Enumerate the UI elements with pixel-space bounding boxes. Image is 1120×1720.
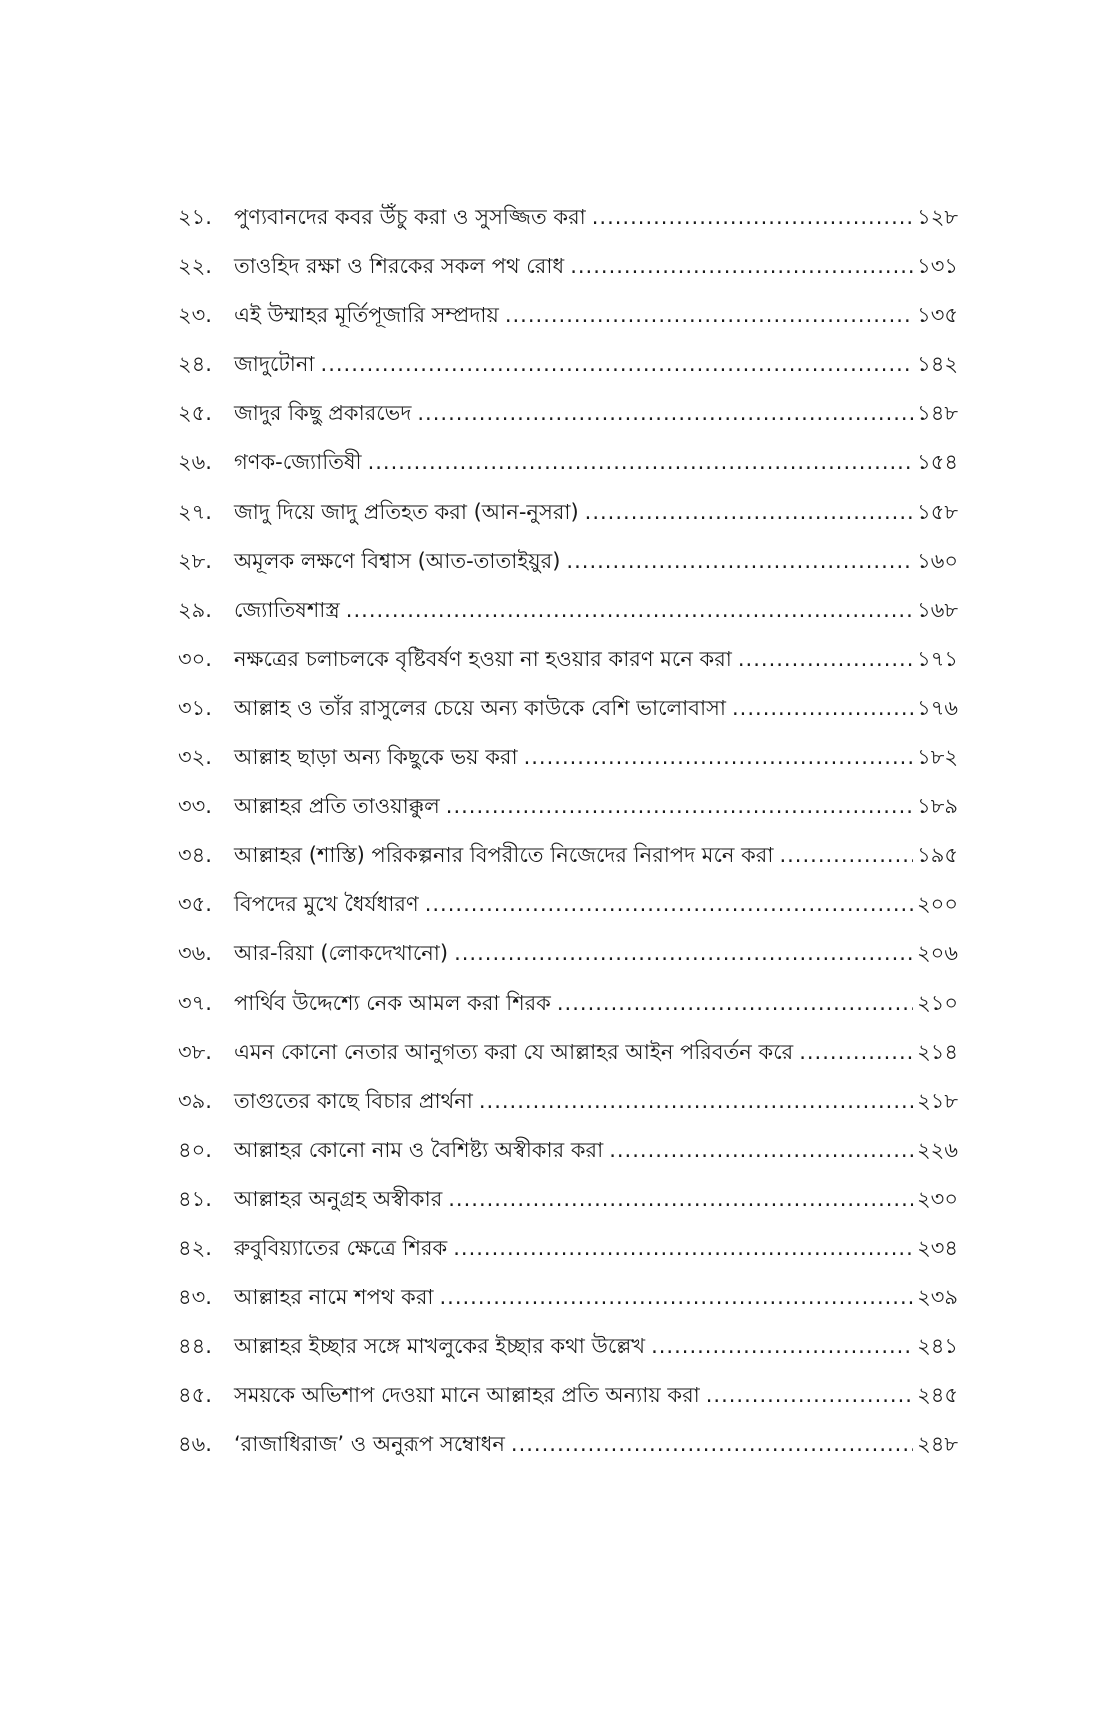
toc-entry-number: ৩৮. [178, 1039, 212, 1064]
toc-leader-dots [448, 1185, 913, 1213]
toc-entry-title: পুণ্যবানদের কবর উঁচু করা ও সুসজ্জিত করা [234, 205, 586, 229]
toc-entry-page: ১৭৬ [917, 695, 958, 720]
toc-leader-dots [417, 399, 913, 427]
toc-entry-title: বিপদের মুখে ধৈর্যধারণ [234, 892, 419, 917]
toc-entry[interactable] [178, 498, 958, 547]
toc-leader-dots [609, 1136, 913, 1164]
toc-entry-title: এমন কোনো নেতার আনুগত্য করা যে আল্লাহর আইন পরিবর্তন করে [234, 1039, 794, 1064]
toc-entry-page: ১২৮ [917, 205, 958, 229]
toc-leader-dots [732, 694, 913, 722]
toc-entry-page: ১৮৯ [917, 794, 958, 819]
toc-leader-dots [454, 939, 913, 967]
toc-entry-page: ২১৮ [917, 1088, 958, 1113]
toc-entry-page: ২১০ [917, 990, 958, 1015]
toc-leader-dots [799, 1038, 913, 1066]
toc-entry-title: এই উম্মাহর মূর্তিপূজারি সম্প্রদায় [234, 303, 499, 328]
toc-entry-page: ২৪৫ [917, 1383, 958, 1408]
toc-entry[interactable] [178, 1087, 958, 1136]
table-of-contents [178, 203, 958, 1479]
toc-entry[interactable] [178, 989, 958, 1038]
toc-entry-number: ৩২. [178, 745, 212, 770]
toc-entry-page: ২০৬ [917, 941, 958, 966]
toc-entry-page: ২৩৯ [917, 1285, 958, 1310]
toc-entry[interactable] [178, 645, 958, 694]
toc-leader-dots [368, 448, 914, 476]
toc-entry-page: ১৬০ [917, 548, 958, 573]
toc-leader-dots [505, 301, 913, 329]
toc-entry-page: ১৩১ [917, 254, 958, 279]
toc-entry-number: ৩৬. [178, 941, 212, 966]
toc-entry[interactable] [178, 448, 958, 497]
toc-entry[interactable] [178, 252, 958, 301]
toc-entry[interactable] [178, 1332, 958, 1381]
toc-entry-number: ২৪. [178, 352, 212, 377]
toc-leader-dots [524, 743, 914, 771]
toc-leader-dots [706, 1381, 913, 1409]
toc-leader-dots [557, 989, 913, 1017]
toc-entry-number: ৩৪. [178, 843, 212, 868]
toc-entry-page: ২৪১ [917, 1334, 958, 1359]
toc-entry-number: ২৬. [178, 450, 212, 475]
toc-leader-dots [511, 1430, 913, 1458]
toc-entry-title: জাদুটোনা [234, 352, 315, 377]
toc-leader-dots [446, 792, 913, 820]
toc-entry-title: জাদুর কিছু প্রকারভেদ [234, 401, 412, 426]
toc-leader-dots [439, 1283, 913, 1311]
toc-entry[interactable] [178, 841, 958, 890]
toc-entry-number: ৪১. [178, 1186, 212, 1211]
toc-entry-page: ১৪২ [917, 352, 958, 377]
toc-entry-title: আল্লাহর প্রতি তাওয়াক্কুল [234, 794, 440, 819]
toc-entry[interactable] [178, 596, 958, 645]
toc-entry-number: ২৩. [178, 303, 212, 328]
toc-entry-title: জ্যোতিষশাস্ত্র [234, 597, 340, 622]
toc-entry-number: ২২. [178, 254, 212, 279]
toc-entry-title: আর-রিয়া (লোকদেখানো) [234, 941, 449, 966]
toc-entry-title: আল্লাহর (শাস্তি) পরিকল্পনার বিপরীতে নিজেদের নিরাপদ মনে করা [234, 843, 774, 868]
toc-entry[interactable] [178, 1136, 958, 1185]
toc-entry-page: ১৫৪ [917, 450, 958, 475]
toc-leader-dots [566, 547, 913, 575]
toc-entry[interactable] [178, 1430, 958, 1479]
toc-entry[interactable] [178, 890, 958, 939]
toc-entry-page: ১৬৮ [917, 597, 958, 622]
toc-entry-number: ২৯. [178, 597, 212, 622]
toc-entry[interactable] [178, 301, 958, 350]
toc-leader-dots [738, 645, 913, 673]
toc-entry-page: ২২৬ [917, 1137, 958, 1162]
toc-entry-number: ৩১. [178, 695, 212, 720]
toc-entry-title: আল্লাহর নামে শপথ করা [234, 1285, 434, 1310]
toc-entry-title: গণক-জ্যোতিষী [234, 450, 362, 475]
toc-entry-number: ৪২. [178, 1235, 212, 1260]
toc-entry[interactable] [178, 743, 958, 792]
toc-entry-number: ২৮. [178, 548, 212, 573]
toc-entry-title: আল্লাহ ছাড়া অন্য কিছুকে ভয় করা [234, 745, 518, 770]
toc-entry-number: ৩৫. [178, 892, 212, 917]
toc-entry[interactable] [178, 350, 958, 399]
toc-entry[interactable] [178, 792, 958, 841]
toc-entry-title: তাগুতের কাছে বিচার প্রার্থনা [234, 1088, 473, 1113]
toc-entry[interactable] [178, 1283, 958, 1332]
toc-entry-number: ৩৯. [178, 1088, 212, 1113]
toc-entry-title: আল্লাহর অনুগ্রহ অস্বীকার [234, 1186, 443, 1211]
toc-entry-number: ২৭. [178, 499, 212, 524]
toc-leader-dots [779, 841, 913, 869]
toc-entry-number: ৩৭. [178, 990, 212, 1015]
toc-entry-page: ১৩৫ [917, 303, 958, 328]
toc-entry[interactable] [178, 547, 958, 596]
toc-entry-page: ১৫৮ [917, 499, 958, 524]
toc-entry-title: সময়কে অভিশাপ দেওয়া মানে আল্লাহর প্রতি অন্যায় করা [234, 1383, 700, 1408]
toc-entry[interactable] [178, 694, 958, 743]
toc-leader-dots [479, 1087, 913, 1115]
toc-entry-title: জাদু দিয়ে জাদু প্রতিহত করা (আন-নুসরা) [234, 499, 579, 524]
toc-leader-dots [570, 252, 913, 280]
toc-entry-title: নক্ষত্রের চলাচলকে বৃষ্টিবর্ষণ হওয়া না হওয়ার কারণ মনে করা [234, 646, 732, 671]
toc-entry[interactable] [178, 1038, 958, 1087]
toc-entry-page: ১৮২ [917, 745, 958, 770]
toc-entry[interactable] [178, 399, 958, 448]
toc-entry-page: ১৭১ [917, 646, 958, 671]
toc-entry[interactable] [178, 939, 958, 988]
toc-entry-page: ২৩৪ [917, 1235, 958, 1260]
toc-entry-number: ৪০. [178, 1137, 212, 1162]
toc-entry-page: ২৪৮ [917, 1432, 958, 1457]
toc-leader-dots [585, 498, 913, 526]
toc-entry-number: ৩০. [178, 646, 212, 671]
toc-entry-number: ২৫. [178, 401, 212, 426]
toc-entry-page: ২১৪ [917, 1039, 958, 1064]
toc-entry[interactable] [178, 1234, 958, 1283]
toc-leader-dots [453, 1234, 913, 1262]
toc-leader-dots [651, 1332, 913, 1360]
toc-entry-title: পার্থিব উদ্দেশ্যে নেক আমল করা শিরক [234, 990, 551, 1015]
toc-leader-dots [346, 596, 913, 624]
toc-entry-title: তাওহিদ রক্ষা ও শিরকের সকল পথ রোধ [234, 254, 565, 279]
toc-entry-page: ২৩০ [917, 1186, 958, 1211]
toc-entry-title: আল্লাহর ইচ্ছার সঙ্গে মাখলুকের ইচ্ছার কথা উল্লেখ [234, 1334, 646, 1359]
toc-entry-number: ৩৩. [178, 794, 212, 819]
toc-entry-page: ১৪৮ [917, 401, 958, 426]
toc-entry-title: অমূলক লক্ষণে বিশ্বাস (আত-তাতাইয়ুর) [234, 548, 561, 573]
toc-leader-dots [321, 350, 914, 378]
toc-entry[interactable] [178, 1185, 958, 1234]
toc-entry-number: ৪৬. [178, 1432, 212, 1457]
toc-entry-title: রুবুবিয়্যাতের ক্ষেত্রে শিরক [234, 1235, 448, 1260]
toc-entry[interactable] [178, 1381, 958, 1430]
toc-entry-title: আল্লাহ ও তাঁর রাসুলের চেয়ে অন্য কাউকে বেশি ভালোবাসা [234, 695, 726, 720]
toc-entry-number: ২১. [178, 205, 212, 229]
toc-entry[interactable] [178, 203, 958, 252]
toc-entry-number: ৪৫. [178, 1383, 212, 1408]
toc-entry-page: ২০০ [917, 892, 958, 917]
toc-entry-title: ‘রাজাধিরাজ’ ও অনুরূপ সম্বোধন [234, 1432, 505, 1457]
toc-entry-number: ৪৩. [178, 1285, 212, 1310]
toc-leader-dots [425, 890, 913, 918]
toc-entry-title: আল্লাহর কোনো নাম ও বৈশিষ্ট্য অস্বীকার করা [234, 1137, 604, 1162]
toc-leader-dots [592, 203, 913, 231]
toc-entry-number: ৪৪. [178, 1334, 212, 1359]
toc-entry-page: ১৯৫ [917, 843, 958, 868]
